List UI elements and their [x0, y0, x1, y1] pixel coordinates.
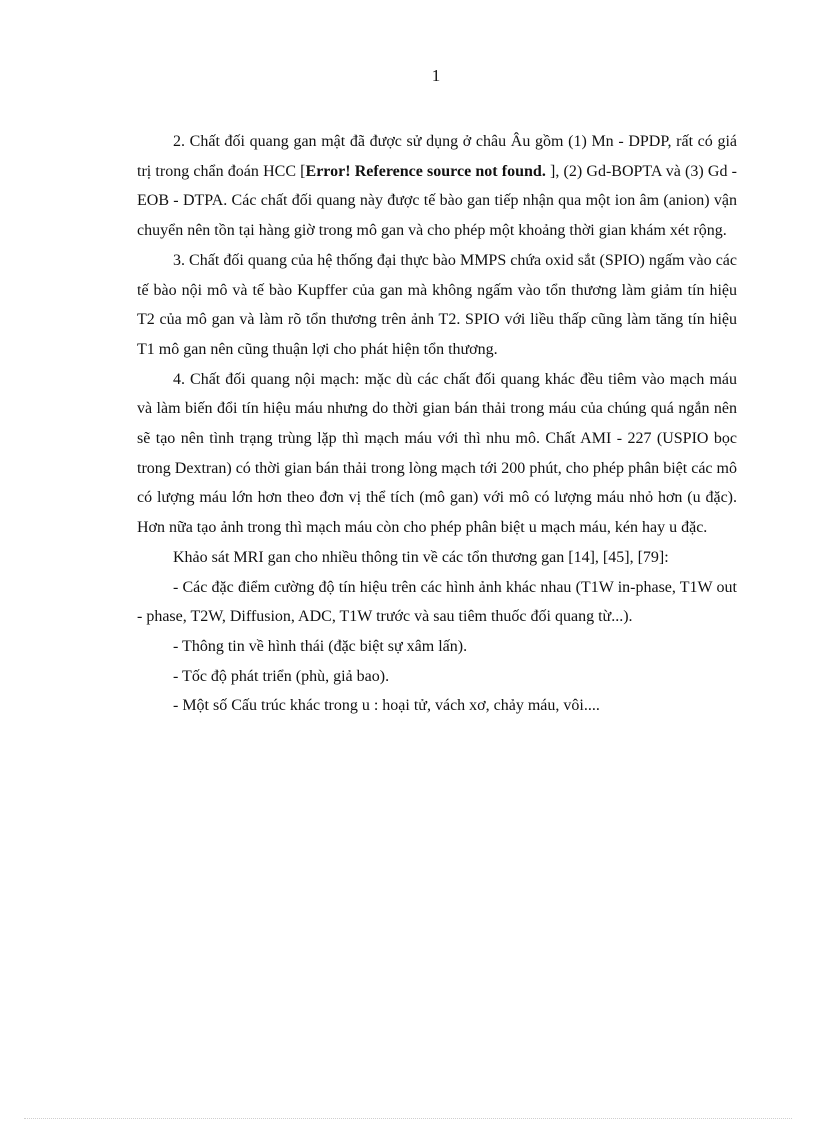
paragraph-text: ], (2) Gd-BOPTA và (3) Gd - EOB - DTPA. Các chất đối quang này được tế bào gan tiếp nhận qua một ion âm (anion) vận chuyển nên tồn tại hàng giờ trong mô gan và cho phép một khoảng thời gian khám xét rộng.: [137, 162, 737, 240]
list-item-growth-rate: - Tốc độ phát triển (phù, giả bao).: [173, 667, 390, 685]
list-item-signal-intensity: - Các đặc điểm cường độ tín hiệu trên các hình ảnh khác nhau (T1W in-phase, T1W out - phase, T2W, Diffusion, ADC, T1W trước và sau tiêm thuốc đối quang từ...).: [137, 578, 737, 626]
paragraph-mri-survey: Khảo sát MRI gan cho nhiều thông tin về các tổn thương gan [14], [45], [79]:: [173, 548, 669, 566]
page-number: 1: [431, 66, 441, 85]
paragraph-intravascular-contrast: 4. Chất đối quang nội mạch: mặc dù các chất đối quang khác đều tiêm vào mạch máu và làm biến đổi tín hiệu máu nhưng do thời gian bán thải trong máu của chúng quá ngắn nên sẽ tạo nên tình trạng trùng lặp thì mạch máu với thì nhu mô. Chất AMI - 227 (USPIO bọc trong Dextran) có thời gian bán thải trong lòng mạch tới 200 phút, cho phép phân biệt các mô có lượng máu lớn hơn theo đơn vị thể tích (mô gan) với mô có lượng máu nhỏ hơn (u đặc). Hơn nữa tạo ảnh trong thì mạch máu còn cho phép phân biệt u mạch máu, kén hay u đặc.: [137, 370, 737, 537]
paragraph-hepatobiliary-contrast: [137, 127, 737, 246]
list-item-structures: - Một số Cấu trúc khác trong u : hoại tử, vách xơ, chảy máu, vôi....: [173, 697, 600, 715]
reference-error: Error! Reference source not found.: [305, 162, 546, 180]
paragraph-mmps-contrast: 3. Chất đối quang của hệ thống đại thực bào MMPS chứa oxid sắt (SPIO) ngấm vào các tế bào nội mô và tế bào Kupffer của gan mà không ngấm vào tổn thương làm giảm tín hiệu T2 của mô gan và làm rõ tổn thương trên ảnh T2. SPIO với liều thấp cũng làm tăng tín hiệu T1 mô gan nên cũng thuận lợi cho phát hiện tổn thương.: [137, 251, 737, 358]
page-bottom-divider: [24, 1118, 792, 1119]
body-text: [137, 127, 737, 721]
list-item-morphology: - Thông tin về hình thái (đặc biệt sự xâm lấn).: [173, 637, 468, 655]
paragraph-text: 2. Chất đối quang gan mật đã được sử dụng ở châu Âu gồm (1) Mn - DPDP, rất có giá trị trong chẩn đoán HCC [: [137, 133, 737, 180]
